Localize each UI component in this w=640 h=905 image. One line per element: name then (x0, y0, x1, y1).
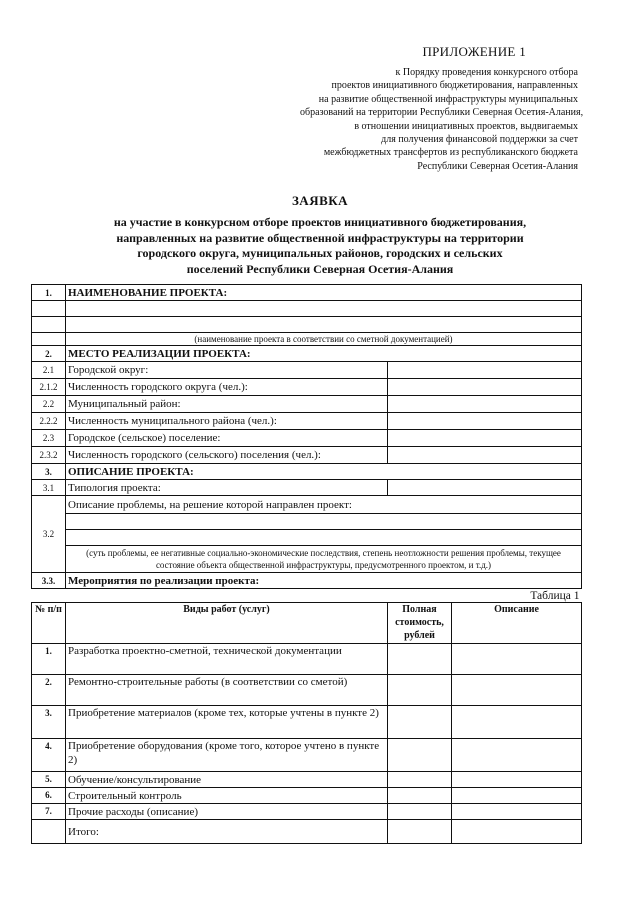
work-type-label: Приобретение оборудования (кроме того, которое учтено в пункте 2) (66, 739, 388, 772)
table-header-row (32, 603, 582, 644)
description-field[interactable] (452, 644, 582, 675)
typology-field[interactable] (388, 480, 582, 496)
row-number: 2.3 (32, 430, 66, 447)
municipal-district-field[interactable] (388, 396, 582, 413)
field-label: Описание проблемы, на решение которой направлен проект: (66, 496, 582, 514)
cost-field[interactable] (388, 804, 452, 820)
row-number: 3.1 (32, 480, 66, 496)
cost-field[interactable] (388, 739, 452, 772)
district-population-field[interactable] (388, 413, 582, 430)
table-row (32, 675, 582, 706)
cost-field[interactable] (388, 675, 452, 706)
appendix-line: к Порядку проведения конкурсного отбора (395, 67, 578, 78)
city-population-field[interactable] (388, 379, 582, 396)
total-label: Итого: (66, 820, 388, 844)
problem-description-field[interactable] (66, 530, 582, 546)
location-row (32, 362, 582, 379)
section-title: МЕСТО РЕАЛИЗАЦИИ ПРОЕКТА: (66, 346, 582, 362)
row-number: 2.2.2 (32, 413, 66, 430)
location-row (32, 430, 582, 447)
document-title: ЗАЯВКА (291, 193, 349, 208)
field-label: Муниципальный район: (66, 396, 388, 413)
work-type-label: Разработка проектно-сметной, технической документации (66, 644, 388, 675)
total-cost-field[interactable] (388, 820, 452, 844)
project-name-caption-row (32, 333, 582, 346)
city-district-field[interactable] (388, 362, 582, 379)
work-type-label: Приобретение материалов (кроме тех, которые учтены в пункте 2) (66, 706, 388, 739)
row-number: 5. (32, 772, 66, 788)
field-label: Типология проекта: (66, 480, 388, 496)
row-number: 3. (32, 706, 66, 739)
location-row (32, 413, 582, 430)
total-description-field[interactable] (452, 820, 582, 844)
cost-field[interactable] (388, 788, 452, 804)
work-type-label: Прочие расходы (описание) (66, 804, 388, 820)
work-type-label: Обучение/консультирование (66, 772, 388, 788)
row-number: 2. (32, 675, 66, 706)
section-3-header-row (32, 464, 582, 480)
section-number: 1. (32, 285, 66, 301)
location-row (32, 447, 582, 464)
work-type-label: Ремонтно-строительные работы (в соответствии со сметой) (66, 675, 388, 706)
section-1-header-row (32, 285, 582, 301)
row-number: 1. (32, 644, 66, 675)
field-label: Численность муниципального района (чел.): (66, 413, 388, 430)
table-row (32, 739, 582, 772)
description-field[interactable] (452, 706, 582, 739)
table-row (32, 788, 582, 804)
problem-caption-row (32, 546, 582, 573)
section-number: 3. (32, 464, 66, 480)
total-row (32, 820, 582, 844)
document-subtitle (60, 215, 580, 277)
row-number: 4. (32, 739, 66, 772)
field-caption: (наименование проекта в соответствии со сметной документацией) (66, 333, 582, 346)
appendix-line: проектов инициативного бюджетирования, направленных (331, 80, 578, 92)
column-header-cost: Полная стоимость, рублей (388, 603, 452, 644)
subtitle-line: городского округа, муниципальных районов, городских и сельских (137, 246, 503, 260)
row-number: 2.3.2 (32, 447, 66, 464)
section-title: НАИМЕНОВАНИЕ ПРОЕКТА: (66, 285, 582, 301)
project-name-row (32, 317, 582, 333)
project-name-field[interactable] (66, 301, 582, 317)
row-number: 2.2 (32, 396, 66, 413)
location-row (32, 396, 582, 413)
description-field[interactable] (452, 772, 582, 788)
table-row (32, 706, 582, 739)
section-number: 2. (32, 346, 66, 362)
description-field[interactable] (452, 739, 582, 772)
appendix-block (300, 44, 584, 173)
cost-field[interactable] (388, 706, 452, 739)
table-caption-row (32, 589, 582, 603)
row-number: 2.1 (32, 362, 66, 379)
problem-description-row (32, 496, 582, 514)
problem-description-field[interactable] (66, 514, 582, 530)
table-row (32, 772, 582, 788)
table-caption: Таблица 1 (530, 589, 580, 602)
field-label: Численность городского (сельского) поселения (чел.): (66, 447, 388, 464)
description-field[interactable] (452, 788, 582, 804)
appendix-title: ПРИЛОЖЕНИЕ 1 (422, 44, 526, 59)
work-type-label: Строительный контроль (66, 788, 388, 804)
subtitle-line: поселений Республики Северная Осетия-Алания (186, 261, 454, 276)
problem-description-line (32, 514, 582, 530)
location-row (32, 379, 582, 396)
cost-field[interactable] (388, 644, 452, 675)
row-number: 3.3. (32, 573, 66, 589)
row-number: 7. (32, 804, 66, 820)
row-number: 6. (32, 788, 66, 804)
table-row (32, 804, 582, 820)
appendix-line: на развитие общественной инфраструктуры муниципальных (318, 93, 578, 105)
settlement-field[interactable] (388, 430, 582, 447)
field-label: Численность городского округа (чел.): (66, 379, 388, 396)
field-label: Городской округ: (66, 362, 388, 379)
activities-row (32, 573, 582, 589)
section-title: ОПИСАНИЕ ПРОЕКТА: (66, 464, 582, 480)
project-name-field[interactable] (66, 317, 582, 333)
cost-field[interactable] (388, 772, 452, 788)
table-row (32, 644, 582, 675)
description-field[interactable] (452, 804, 582, 820)
subtitle-line: направленных на развитие общественной инфраструктуры на территории (116, 230, 524, 245)
row-number: 2.1.2 (32, 379, 66, 396)
problem-description-line (32, 530, 582, 546)
column-header-num: № п/п (32, 603, 66, 644)
appendix-line: образований на территории Республики Северная Осетия-Алания, (300, 107, 584, 119)
description-field[interactable] (452, 675, 582, 706)
application-form-table (31, 284, 582, 844)
field-caption: (суть проблемы, ее негативные социально-экономические последствия, степень неотложности решения проблемы, текущее состояние объекта общественной инфраструктуры, предусмотренного проектом, и т.д.) (66, 546, 582, 573)
appendix-line: в отношении инициативных проектов, выдвигаемых (354, 120, 578, 132)
typology-row (32, 480, 582, 496)
section-title: Мероприятия по реализации проекта: (66, 573, 582, 589)
column-header-works: Виды работ (услуг) (66, 603, 388, 644)
appendix-line: Республики Северная Осетия-Алания (417, 160, 578, 172)
subtitle-line: на участие в конкурсном отборе проектов инициативного бюджетирования, (113, 215, 527, 229)
appendix-line: для получения финансовой поддержки за счет (381, 134, 578, 146)
column-header-description: Описание (452, 603, 582, 644)
field-label: Городское (сельское) поселение: (66, 430, 388, 447)
appendix-line: межбюджетных трансфертов из республиканского бюджета (323, 147, 578, 159)
row-number: 3.2 (32, 496, 66, 573)
project-name-row (32, 301, 582, 317)
section-2-header-row (32, 346, 582, 362)
settlement-population-field[interactable] (388, 447, 582, 464)
